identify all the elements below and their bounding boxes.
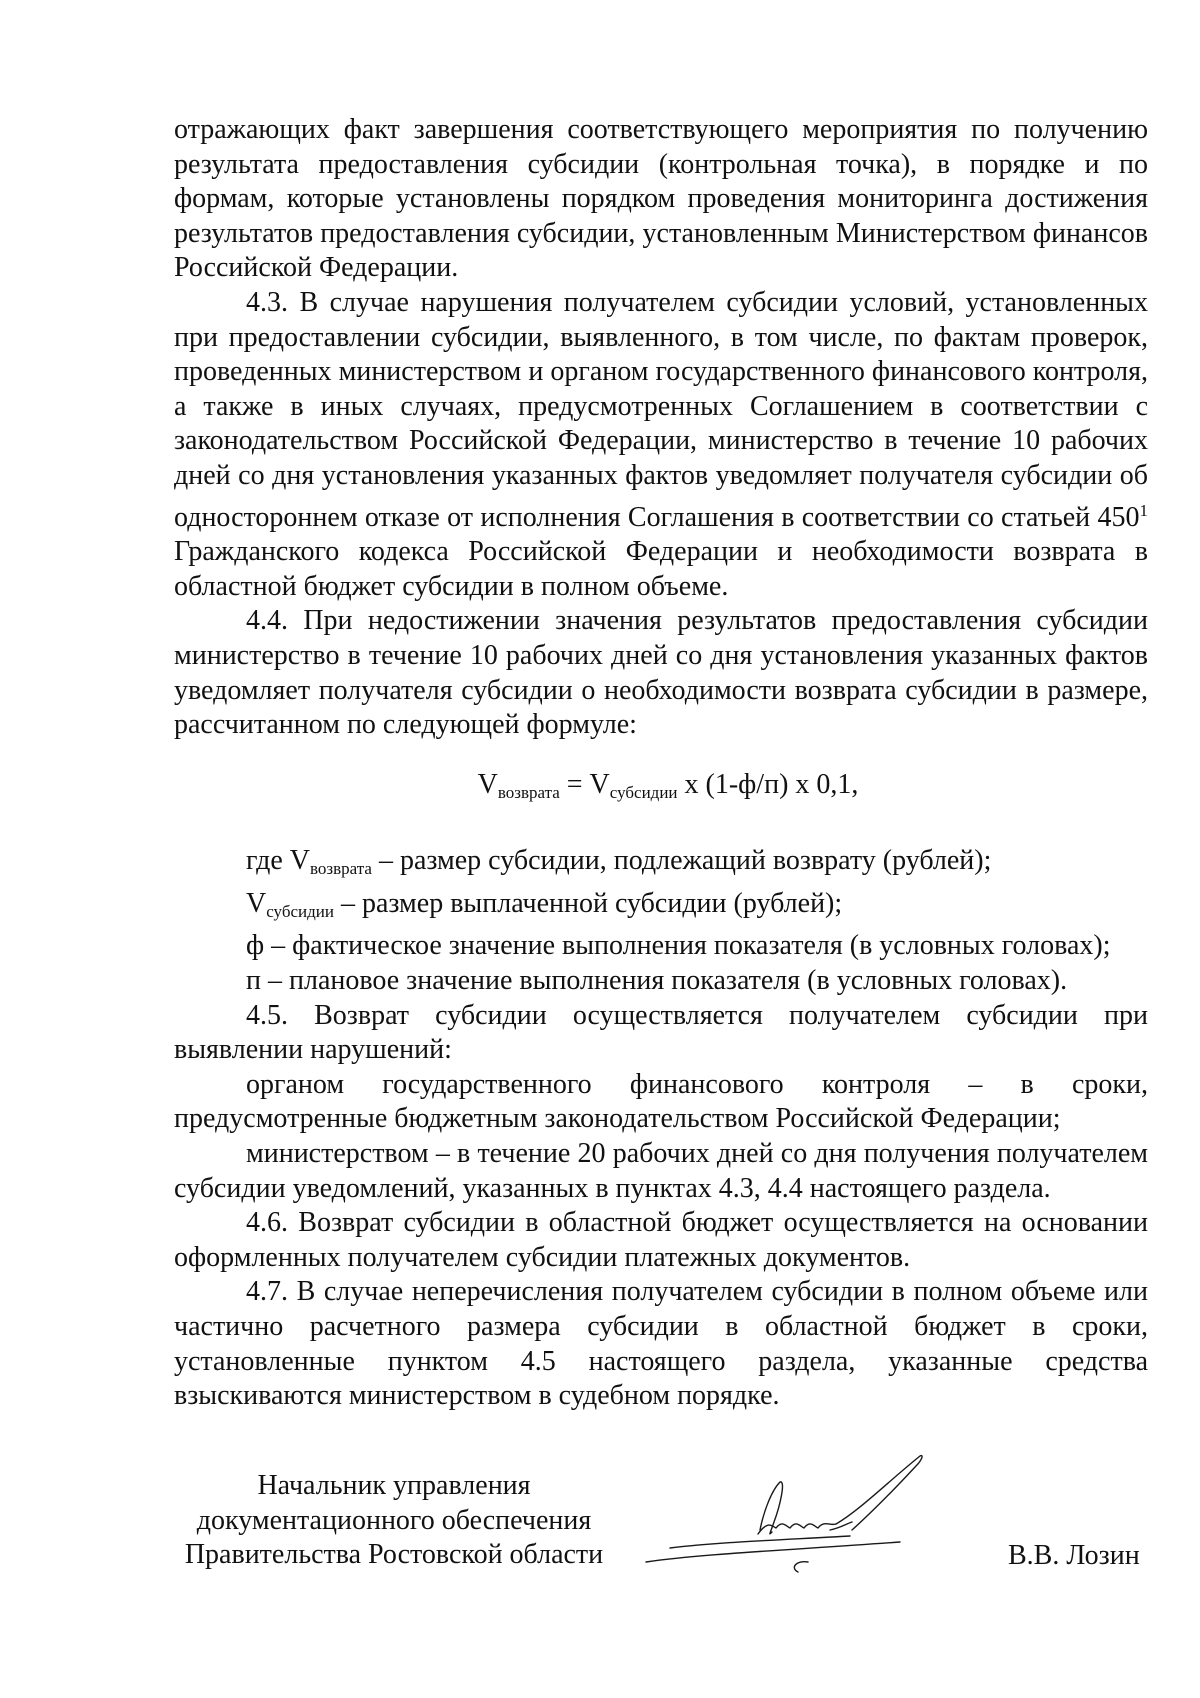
definition-v-subsidy-text: – размер выплаченной субсидии (рублей); [333, 887, 843, 919]
formula-v-subsidy-subscript: субсидии [609, 782, 678, 802]
paragraph-4-7: 4.7. В случае неперечисления получателем субсидии в полном объеме или частично расчетного размера субсидии в областной бюджет в сроки, установленные пунктом 4.5 настоящего раздела, указанные средства взыскиваются министерством в судебном порядке. [174, 1276, 1148, 1412]
formula-expression: х (1-ф/п) х 0,1, [677, 768, 859, 800]
definition-v-return-text: – размер субсидии, подлежащий возврату (рублей); [371, 845, 992, 877]
signatory-title-line: документационного обеспечения [196, 1504, 592, 1536]
paragraph-4-4: 4.4. При недостижении значения результатов предоставления субсидии министерство в течение 10 рабочих дней со дня установления указанных фактов уведомляет получателя субсидии о необходимости возврата субсидии в размере, рассчитанном по следующей формуле: [174, 605, 1148, 741]
document-body [174, 113, 1148, 1414]
definition-v-subsidy [174, 887, 1148, 930]
footnote-superscript: 1 [1139, 500, 1148, 520]
definition-v-subsidy-symbol: V [246, 887, 267, 919]
definition-v-subsidy-subscript: субсидии [266, 901, 334, 921]
paragraph-4-5-item-b: министерством – в течение 20 рабочих дней со дня получения получателем субсидии уведомлений, указанных в пунктах 4.3, 4.4 настоящего раздела. [174, 1138, 1148, 1204]
formula-v-return: V [477, 768, 498, 800]
definition-f: ф – фактическое значение выполнения показателя (в условных головах); [246, 930, 1111, 962]
paragraph-4-6: 4.6. Возврат субсидии в областной бюджет осуществляется на основании оформленных получателем субсидии платежных документов. [174, 1207, 1148, 1273]
handwritten-signature [640, 1450, 1000, 1580]
signatory-name: В.В. Лозин [1008, 1540, 1140, 1571]
paragraph-4-5-item-a: органом государственного финансового контроля – в сроки, предусмотренные бюджетным законодательством Российской Федерации; [174, 1068, 1148, 1135]
signatory-title-line: Правительства Ростовской области [184, 1539, 604, 1570]
formula-equals: = V [559, 768, 610, 800]
definition-v-return-symbol: где V [246, 845, 310, 877]
paragraph-4-5: 4.5. Возврат субсидии осуществляется получателем субсидии при выявлении нарушений: [174, 999, 1148, 1066]
formula-v-return-subscript: возврата [497, 782, 560, 802]
paragraph-4-3-text-end: Гражданского кодекса Российской Федерации и необходимости возврата в областной бюджет субсидии в полном объеме. [174, 536, 1148, 602]
paragraph-continuation: отражающих факт завершения соответствующего мероприятия по получению результата предоставления субсидии (контрольная точка), в порядке и по формам, которые установлены порядком проведения мониторинга достижения результатов предоставления субсидии, установленным Министерством финансов Российской Федерации. [174, 114, 1148, 284]
definition-p: п – плановое значение выполнения показателя (в условных головах). [246, 965, 1068, 997]
return-formula [174, 768, 1148, 811]
paragraph-4-3-text: 4.3. В случае нарушения получателем субсидии условий, установленных при предоставлении субсидии, выявленного, в том числе, по фактам проверок, проведенных министерством и органом государственного финансового контроля, а также в иных случаях, предусмотренных Соглашением в соответствии с законодательством Российской Федерации, министерство в течение 10 рабочих дней со дня установления указанных фактов уведомляет получателя субсидии об одностороннем отказе от исполнения Соглашения в соответствии со статьей 450 [174, 286, 1148, 533]
definition-v-return [174, 844, 1148, 887]
paragraph-4-3 [174, 286, 1148, 604]
definition-v-return-subscript: возврата [309, 859, 372, 879]
signatory-title-line: Начальник управления [257, 1470, 531, 1501]
signatory-title [174, 1469, 614, 1573]
